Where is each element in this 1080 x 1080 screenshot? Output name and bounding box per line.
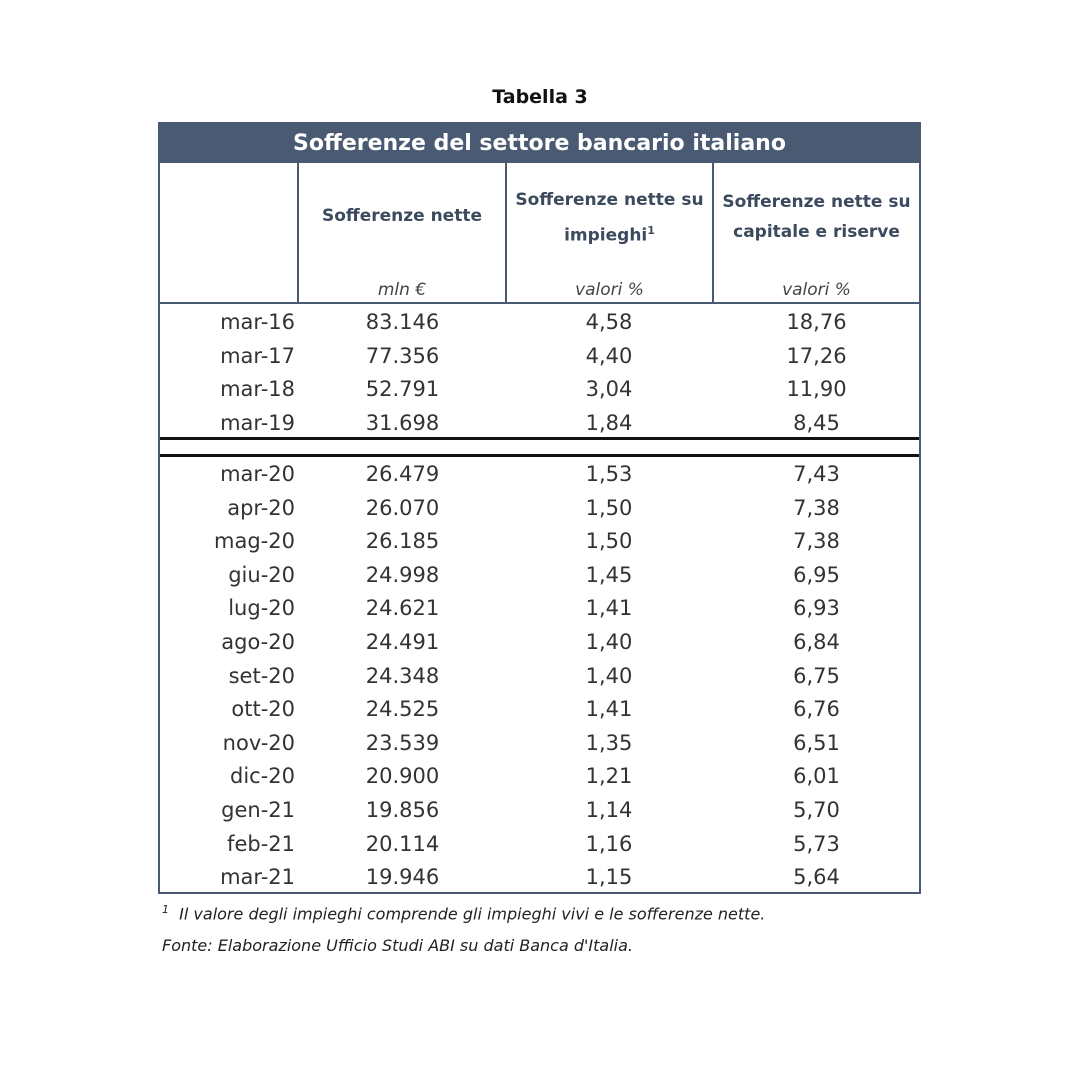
header-label-text: impieghi: [564, 225, 648, 246]
cell-sofferenze-capitale: 6,95: [793, 562, 840, 587]
cell-sofferenze-nette: 24.621: [365, 596, 440, 621]
table-row: [160, 692, 919, 726]
cell-sofferenze-impieghi: 1,21: [585, 764, 633, 789]
row-date: mar-17: [220, 343, 295, 368]
header-bottom-rule: [160, 302, 919, 304]
data-table: [158, 122, 921, 894]
table-row: [160, 591, 919, 625]
cell-sofferenze-impieghi: 4,40: [585, 343, 633, 368]
cell-sofferenze-nette: 83.146: [365, 310, 440, 334]
header-unit: valori %: [575, 280, 644, 300]
source-note: Fonte: Elaborazione Ufficio Studi ABI su dati Banca d'Italia.: [162, 936, 633, 955]
cell-sofferenze-capitale: 5,73: [793, 831, 840, 856]
cell-sofferenze-impieghi: 4,58: [585, 310, 633, 334]
table-row: [160, 827, 919, 861]
row-date: mar-19: [220, 410, 295, 435]
cell-sofferenze-nette: 24.491: [365, 630, 440, 654]
cell-sofferenze-nette: 77.356: [365, 343, 440, 368]
table-row: [160, 726, 919, 760]
cell-sofferenze-impieghi: 1,53: [585, 462, 633, 486]
header-label-line2: capitale e riserve: [733, 222, 900, 242]
row-date: ott-20: [231, 697, 295, 722]
cell-sofferenze-capitale: 8,45: [793, 410, 840, 435]
table-row: [160, 524, 919, 558]
row-date: gen-21: [221, 798, 295, 822]
cell-sofferenze-capitale: 5,64: [793, 865, 840, 890]
row-date: feb-21: [227, 831, 295, 856]
cell-sofferenze-capitale: 11,90: [786, 377, 847, 402]
table-row: [160, 793, 919, 827]
cell-sofferenze-capitale: 7,43: [793, 462, 840, 486]
header-empty-cell: [160, 163, 297, 302]
header-unit: valori %: [782, 280, 851, 300]
cell-sofferenze-capitale: 6,84: [793, 630, 840, 654]
cell-sofferenze-nette: 26.070: [365, 495, 440, 520]
cell-sofferenze-nette: 20.900: [365, 764, 440, 789]
table-caption: Tabella 3: [492, 86, 588, 108]
cell-sofferenze-impieghi: 1,41: [585, 596, 633, 621]
cell-sofferenze-impieghi: 1,16: [585, 831, 633, 856]
table-title: Sofferenze del settore bancario italiano: [160, 124, 919, 163]
table-row: [160, 305, 919, 339]
cell-sofferenze-impieghi: 1,84: [585, 410, 633, 435]
cell-sofferenze-nette: 24.348: [365, 663, 440, 688]
column-divider: [505, 163, 507, 304]
table-row: [160, 339, 919, 373]
header-label: Sofferenze nette: [322, 206, 482, 226]
table-row: [160, 659, 919, 693]
footnote: [162, 898, 765, 926]
header-label: Sofferenze nette su: [722, 192, 911, 212]
row-date: giu-20: [228, 562, 295, 587]
row-date: lug-20: [228, 596, 295, 621]
footnote-mark: 1: [162, 903, 169, 916]
header-sofferenze-capitale: [714, 163, 919, 302]
table-row: [160, 372, 919, 406]
cell-sofferenze-capitale: 6,75: [793, 663, 840, 688]
row-date: apr-20: [227, 495, 295, 520]
cell-sofferenze-capitale: 7,38: [793, 529, 840, 554]
column-divider: [712, 163, 714, 304]
cell-sofferenze-capitale: 6,76: [793, 697, 840, 722]
cell-sofferenze-nette: 31.698: [365, 410, 440, 435]
table-row: [160, 625, 919, 659]
table-row: [160, 759, 919, 793]
header-sofferenze-nette: [299, 163, 505, 302]
table-row: [160, 558, 919, 592]
footnote-ref: 1: [647, 224, 655, 237]
cell-sofferenze-capitale: 7,38: [793, 495, 840, 520]
cell-sofferenze-nette: 24.998: [365, 562, 440, 587]
header-label-line2: [507, 216, 712, 251]
row-date: mar-20: [220, 462, 295, 486]
cell-sofferenze-nette: 20.114: [365, 831, 440, 856]
footnote-text: Il valore degli impieghi comprende gli impieghi vivi e le sofferenze nette.: [179, 904, 766, 924]
row-date: nov-20: [222, 730, 295, 755]
table-row: [160, 491, 919, 525]
row-date: set-20: [228, 663, 295, 688]
row-date: mar-18: [220, 377, 295, 402]
row-date: dic-20: [229, 764, 295, 789]
cell-sofferenze-nette: 19.946: [365, 865, 440, 890]
row-date: ago-20: [221, 630, 295, 654]
header-sofferenze-impieghi: [507, 163, 712, 302]
row-date: mar-21: [220, 865, 295, 890]
cell-sofferenze-nette: 19.856: [365, 798, 440, 822]
cell-sofferenze-impieghi: 1,50: [585, 529, 633, 554]
cell-sofferenze-impieghi: 1,40: [585, 663, 633, 688]
cell-sofferenze-capitale: 17,26: [786, 343, 847, 368]
cell-sofferenze-capitale: 6,01: [793, 764, 840, 789]
cell-sofferenze-impieghi: 3,04: [585, 377, 633, 402]
cell-sofferenze-impieghi: 1,35: [585, 730, 633, 755]
cell-sofferenze-nette: 26.185: [365, 529, 440, 554]
cell-sofferenze-nette: 24.525: [365, 697, 440, 722]
cell-sofferenze-capitale: 5,70: [793, 798, 840, 822]
cell-sofferenze-capitale: 6,51: [793, 730, 840, 755]
column-divider: [297, 163, 299, 304]
table-row: [160, 860, 919, 894]
row-date: mar-16: [220, 310, 295, 334]
cell-sofferenze-impieghi: 1,15: [585, 865, 633, 890]
header-label: Sofferenze nette su: [515, 190, 704, 210]
cell-sofferenze-impieghi: 1,45: [585, 562, 633, 587]
table-row: [160, 406, 919, 440]
cell-sofferenze-impieghi: 1,14: [585, 798, 633, 822]
header-row: [160, 163, 919, 304]
double-rule-top: [160, 437, 919, 440]
cell-sofferenze-impieghi: 1,40: [585, 630, 633, 654]
cell-sofferenze-nette: 26.479: [365, 462, 440, 486]
cell-sofferenze-capitale: 18,76: [786, 310, 847, 334]
header-unit: mln €: [377, 280, 427, 300]
cell-sofferenze-capitale: 6,93: [793, 596, 840, 621]
row-date: mag-20: [214, 529, 295, 554]
table-row: [160, 457, 919, 491]
cell-sofferenze-nette: 23.539: [365, 730, 440, 755]
cell-sofferenze-nette: 52.791: [365, 377, 440, 402]
cell-sofferenze-impieghi: 1,41: [585, 697, 633, 722]
cell-sofferenze-impieghi: 1,50: [585, 495, 633, 520]
